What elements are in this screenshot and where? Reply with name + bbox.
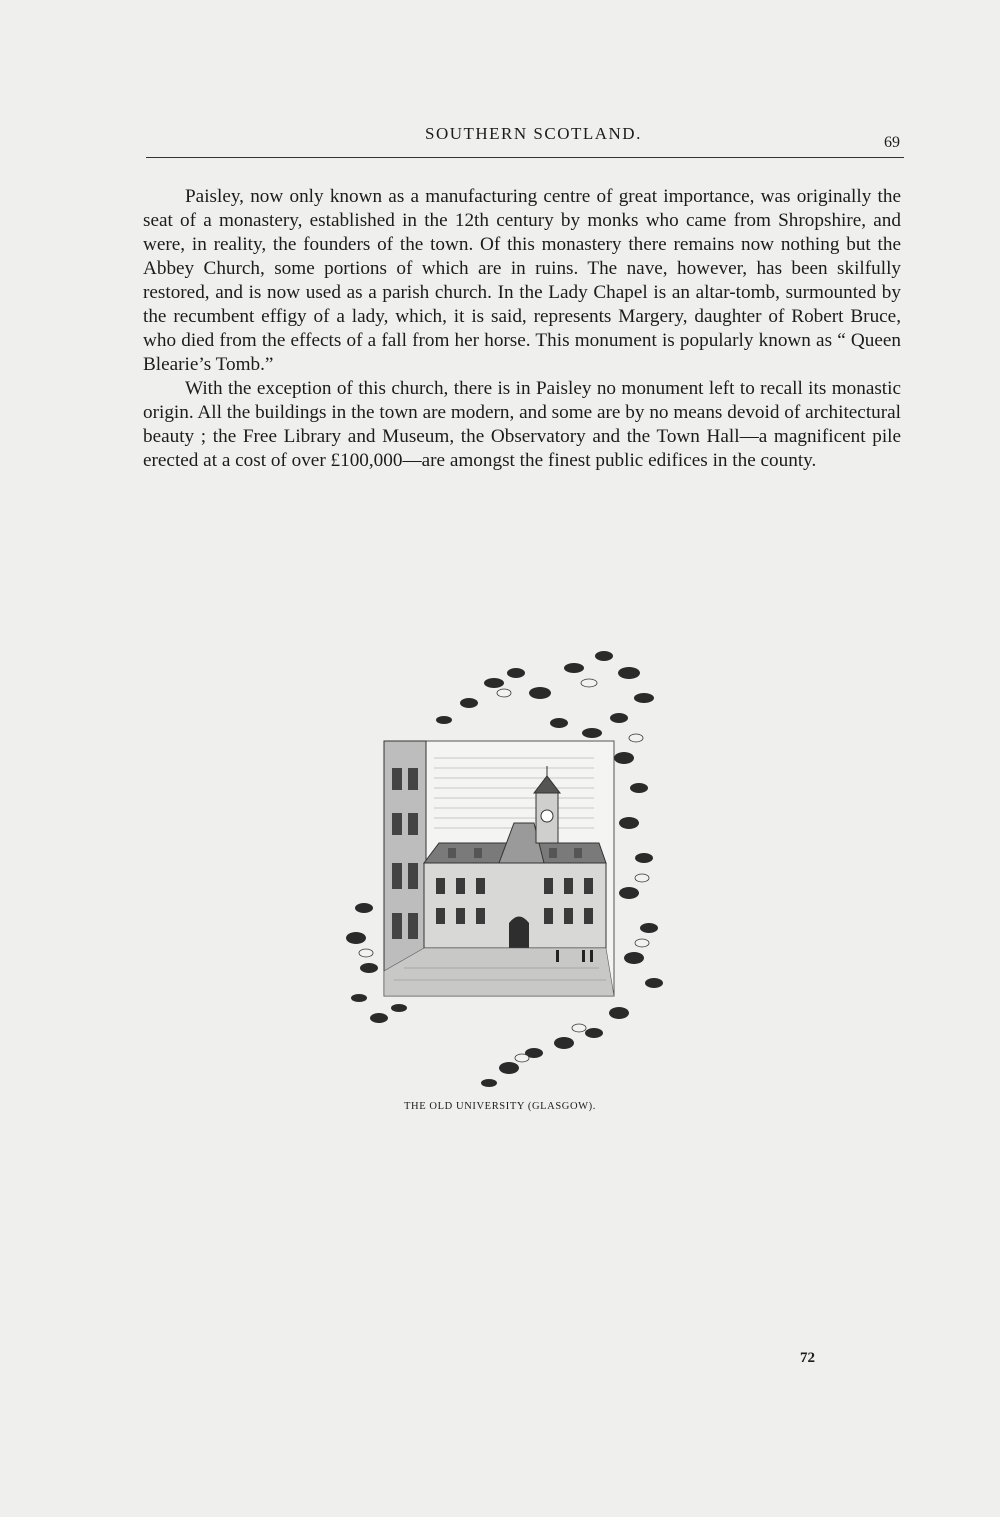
running-head-title: SOUTHERN SCOTLAND. <box>425 124 642 143</box>
old-university-engraving-icon <box>344 638 674 1093</box>
paragraph-paisley: Paisley, now only known as a manufacturing centre of great importance, was originally the seat of a monastery, established in the 12th century by monks who came from Shropshire, and were, in reality, the founders of the town. Of this monastery there remains now nothing but the Abbey Church, some portions of which are in ruins. The nave, however, has been skilfully restored, and is now used as a parish church. In the Lady Chapel is an altar-tomb, surmounted by the recumbent effigy of a lady, which, it is said, represents Margery, daughter of Robert Bruce, who died from the effects of a fall from her horse. This monument is popularly known as “ Queen Blearie’s Tomb.” <box>143 186 901 375</box>
page-number: 69 <box>884 134 900 151</box>
illustration-caption: THE OLD UNIVERSITY (GLASGOW). <box>404 1101 596 1112</box>
paragraph-monastic-origin: With the exception of this church, there is in Paisley no monument left to recall its monastic origin. All the buildings in the town are modern, and some are by no means devoid of architectural beauty ; the Free Library and Museum, the Observatory and the Town Hall—a magnificent pile erected at a cost of over £100,000—are amongst the finest public edifices in the county. <box>143 378 901 471</box>
header-rule <box>146 157 904 158</box>
body-text <box>143 185 901 473</box>
running-head <box>0 118 1000 158</box>
engraving-illustration <box>344 638 674 1093</box>
signature-mark: 72 <box>800 1350 815 1366</box>
